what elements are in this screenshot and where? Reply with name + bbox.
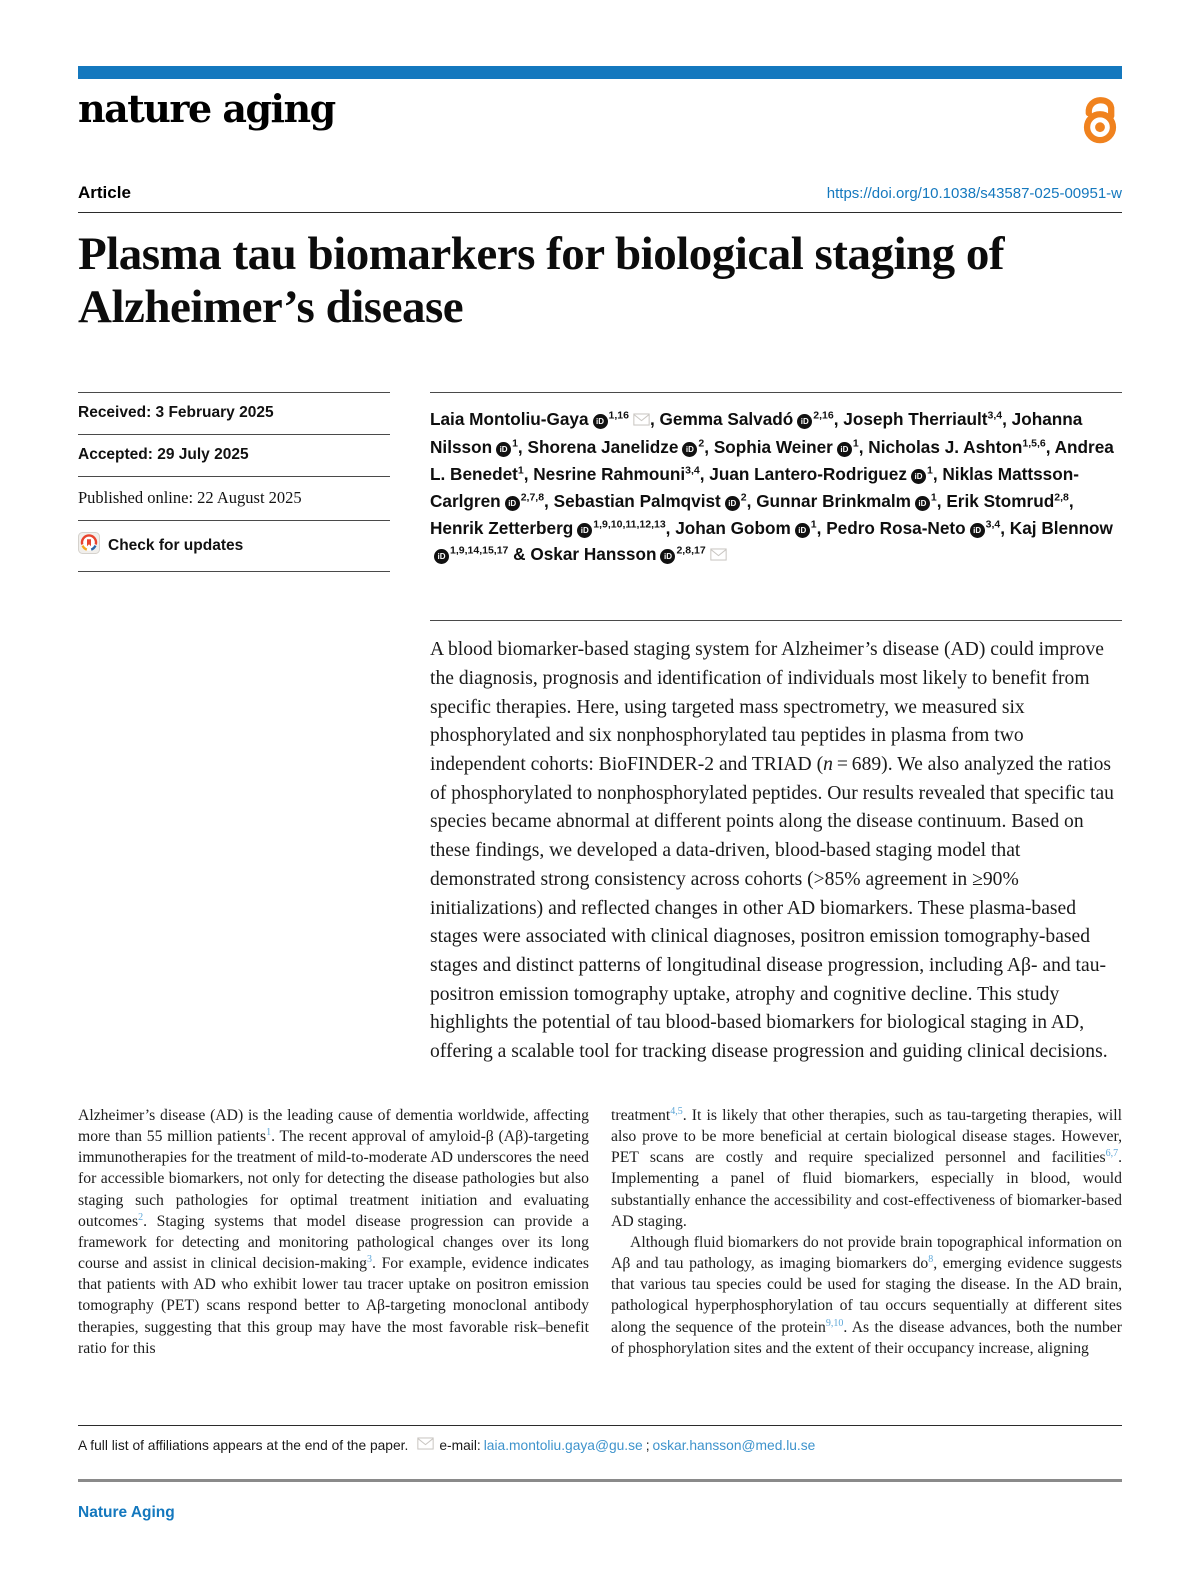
- author: Oskar Hansson iD$^{2,8,17}$: [530, 544, 726, 564]
- published-date: Published online: 22 August 2025: [78, 476, 390, 520]
- orcid-id-icon[interactable]: iD: [837, 442, 852, 457]
- email-link-1[interactable]: laia.montoliu.gaya@gu.se: [483, 1437, 643, 1453]
- footer-divider: [78, 1479, 1122, 1482]
- affiliation-superscript: 2,8: [1054, 490, 1069, 503]
- orcid-id-icon[interactable]: iD: [434, 549, 449, 564]
- accepted-date: Accepted: 29 July 2025: [78, 434, 390, 476]
- paper-title: Plasma tau biomarkers for biological staging of Alzheimer’s disease: [78, 228, 1005, 334]
- reference-superscript[interactable]: 9,10: [825, 1317, 844, 1329]
- orcid-id-icon[interactable]: iD: [682, 442, 697, 457]
- envelope-icon: [417, 1437, 434, 1453]
- affiliation-superscript: 1: [852, 437, 859, 450]
- affiliation-superscript: 2,16: [813, 409, 834, 422]
- article-meta-row: [78, 183, 1122, 203]
- affiliation-superscript: 3,4: [987, 409, 1003, 422]
- affiliation-superscript: 1,9,10,11,12,13: [593, 517, 666, 530]
- affiliation-superscript: 1: [930, 490, 937, 503]
- email-separator: ;: [645, 1437, 650, 1453]
- affiliation-superscript: 1,9,14,15,17: [450, 544, 509, 557]
- orcid-id-icon[interactable]: iD: [911, 469, 926, 484]
- orcid-id-icon[interactable]: iD: [593, 414, 608, 429]
- journal-logo: nature aging: [78, 86, 335, 131]
- author: Sebastian Palmqvist $iD^2$: [553, 490, 747, 511]
- title-divider: [78, 212, 1122, 213]
- author: Erik Stomrud$^{2,8}$: [946, 490, 1069, 511]
- author: Henrik Zetterberg iD$^{1,9,10,11,12,13}$: [430, 517, 666, 538]
- envelope-icon[interactable]: [633, 407, 650, 434]
- author: Sophia Weiner $iD^1$: [713, 437, 859, 458]
- affiliations-footnote: [78, 1426, 1122, 1453]
- author: Gunnar Brinkmalm $iD^1$: [756, 490, 937, 511]
- header-brand-bar: [78, 66, 1122, 79]
- check-for-updates-link[interactable]: [78, 520, 390, 572]
- affiliation-superscript: 3,4: [685, 464, 700, 477]
- affiliation-superscript: 2: [698, 437, 705, 450]
- orcid-id-icon[interactable]: iD: [970, 523, 985, 538]
- affiliation-superscript: 3,4: [985, 517, 1001, 530]
- author-list: Laia Montoliu-Gaya iD$^{1,16}$ , Gemma Salvadó iD$^{2,16}$, Joseph Therriault$^{3,4}$, Johanna Nilsson $iD^1$, Shorena Janelidze $iD^2$, Sophia Weiner $iD^1$, Nicholas J. Ashton$^{1,5,6}$, Andrea L. Benedet$^1$, Nesrine Rahmouni$^{3,4}$, Juan Lantero-Rodriguez $iD^1$, Niklas Mattsson-Carlgren iD$^{2,7,8}$, Sebastian Palmqvist $iD^2$, Gunnar Brinkmalm $iD^1$, Erik Stomrud$^{2,8}$, Henrik Zetterberg iD$^{1,9,10,11,12,13}$, Johan Gobom $iD^1$, Pedro Rosa-Neto iD$^{3,4}$, Kaj BlennowiD$^{1,9,14,15,17}$ & Oskar Hansson iD$^{2,8,17}$: [430, 392, 1122, 572]
- abstract-section: [430, 620, 1122, 1067]
- author: Nicholas J. Ashton$^{1,5,6}$: [868, 437, 1046, 458]
- crossmark-icon: [78, 532, 100, 559]
- affiliation-superscript: 2,7,8: [520, 490, 545, 503]
- orcid-id-icon[interactable]: iD: [577, 523, 592, 538]
- author: Johanna Nilsson $iD^1$: [430, 409, 1083, 458]
- doi-link[interactable]: https://doi.org/10.1038/s43587-025-00951-w: [826, 185, 1122, 202]
- intro-paragraph-2: treatment$^{4,5}$. It is likely that other therapies, such as tau-targeting therapies, will also prove to be more beneficial at certain biological disease stages. However, PET scans are costly and require specialized personnel and facilities$^{6,7}$. Implementing a panel of fluid biomarkers, especially in blood, would substantially enhance the accessibility and cost-effectiveness of biomarker-based AD staging.: [611, 1105, 1122, 1230]
- affiliations-note: A full list of affiliations appears at the end of the paper.: [78, 1437, 409, 1453]
- orcid-id-icon[interactable]: iD: [505, 496, 520, 511]
- author: Johan Gobom $iD^1$: [675, 517, 817, 538]
- author: Andrea L. Benedet$^1$: [430, 437, 1114, 484]
- check-for-updates-label: Check for updates: [108, 536, 244, 554]
- affiliation-superscript: 1,16: [608, 409, 629, 422]
- abstract-text: A blood biomarker-based staging system for Alzheimer’s disease (AD) could improve the diagnosis, prognosis and identification of individuals most likely to benefit from specific therapies. Here, using targeted mass spectrometry, we measured six phosphorylated and six nonphosphorylated tau peptides in plasma from two independent cohorts: BioFINDER-2 and TRIAD (n = 689). We also analyzed the ratios of phosphorylated to nonphosphorylated peptides. Our results revealed that specific tau species became abnormal at different points along the disease continuum. Based on these findings, we developed a data-driven, blood-based staging model that demonstrated strong consistency across cohorts (>85% agreement in ≥90% initializations) and reflected changes in other AD biomarkers. These plasma-based stages were associated with clinical diagnoses, positron emission tomography-based stages and distinct patterns of longitudinal disease progression, including Aβ- and tau-positron emission tomography uptake, atrophy and cognitive decline. This study highlights the potential of tau blood-based biomarkers for biological staging in AD, offering a scalable tool for tracking disease progression and guiding clinical decisions.: [430, 639, 1114, 1063]
- open-access-lock-icon: [1078, 88, 1122, 149]
- reference-superscript[interactable]: 4,5: [670, 1105, 683, 1117]
- body-column-right: [611, 1105, 1122, 1359]
- journal-header: [78, 86, 1122, 149]
- author: Shorena Janelidze $iD^2$: [527, 437, 705, 458]
- reference-superscript[interactable]: 2: [138, 1211, 144, 1223]
- affiliation-superscript: 1: [512, 437, 518, 450]
- affiliation-superscript: 2: [740, 490, 747, 503]
- envelope-icon[interactable]: [710, 542, 727, 569]
- meta-section: [78, 392, 1122, 572]
- received-date: Received: 3 February 2025: [78, 392, 390, 434]
- author: Gemma Salvadó iD$^{2,16}$: [659, 409, 834, 430]
- orcid-id-icon[interactable]: iD: [915, 496, 930, 511]
- orcid-id-icon[interactable]: iD: [795, 523, 810, 538]
- orcid-id-icon[interactable]: iD: [660, 549, 675, 564]
- email-link-2[interactable]: oskar.hansson@med.lu.se: [652, 1437, 816, 1453]
- article-body: [78, 1105, 1122, 1359]
- affiliation-superscript: 1: [810, 517, 817, 530]
- orcid-id-icon[interactable]: iD: [797, 414, 812, 429]
- author: Nesrine Rahmouni$^{3,4}$: [533, 463, 700, 484]
- author: Pedro Rosa-Neto iD$^{3,4}$: [826, 517, 1001, 538]
- orcid-id-icon[interactable]: iD: [725, 496, 740, 511]
- reference-superscript[interactable]: 3: [366, 1253, 372, 1265]
- author: Kaj BlennowiD$^{1,9,14,15,17}$: [430, 518, 1113, 565]
- author: Joseph Therriault$^{3,4}$: [843, 409, 1003, 430]
- reference-superscript[interactable]: 1: [266, 1126, 272, 1138]
- intro-paragraph-3: Although fluid biomarkers do not provide brain topographical information on Aβ and tau pathology, as imaging biomarkers do$^8$, emerging evidence suggests that various tau species could be used for staging the disease. In the AD brain, pathological hyperphosphorylation of tau occurs sequentially at different sites along the sequence of the protein$^{9,10}$. As the disease advances, both the number of phosphorylation sites and the extent of their occupancy increase, aligning: [611, 1233, 1122, 1357]
- affiliation-superscript: 1,5,6: [1022, 437, 1046, 450]
- affiliation-superscript: 1: [517, 464, 524, 477]
- dates-panel: [78, 392, 390, 572]
- author: Juan Lantero-Rodriguez $iD^1$: [709, 463, 933, 484]
- author: Laia Montoliu-Gaya iD$^{1,16}$: [430, 409, 650, 429]
- reference-superscript[interactable]: 8: [928, 1253, 934, 1265]
- orcid-id-icon[interactable]: iD: [496, 442, 511, 457]
- journal-footer: Nature Aging: [78, 1504, 175, 1522]
- affiliation-superscript: 1: [926, 464, 933, 477]
- body-column-left: [78, 1105, 589, 1359]
- affiliation-superscript: 2,8,17: [676, 544, 706, 557]
- intro-paragraph-1: Alzheimer’s disease (AD) is the leading cause of dementia worldwide, affecting more than 55 million patients$^1$. The recent approval of amyloid-β (Aβ)-targeting immunotherapies for the treatment of mild-to-moderate AD underscores the need for accessible biomarkers, not only for detecting the disease pathologies but also staging such pathologies for optimal treatment initiation and evaluating outcomes$^2$. Staging systems that model disease progression can provide a framework for detecting and monitoring pathological changes over its long course and assist in clinical decision-making$^3$. For example, evidence indicates that patients with AD who exhibit lower tau tracer uptake on positron emission tomography (PET) scans respond better to Aβ-targeting monoclonal antibody therapies, suggesting that this group may have the most favorable risk–benefit ratio for this: [78, 1106, 589, 1357]
- author: Niklas Mattsson-Carlgren iD$^{2,7,8}$: [430, 463, 1079, 511]
- reference-superscript[interactable]: 6,7: [1105, 1147, 1119, 1159]
- email-label: e-mail:: [439, 1437, 481, 1453]
- article-type-label: Article: [78, 183, 131, 202]
